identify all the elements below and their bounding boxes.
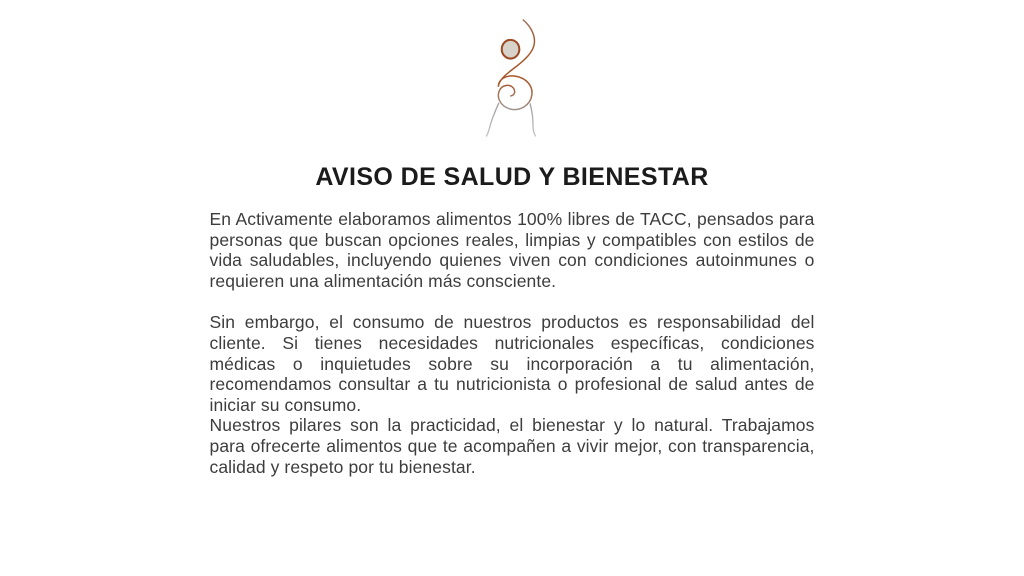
notice-text-block [210, 209, 815, 477]
page-title: AVISO DE SALUD Y BIENESTAR [315, 163, 709, 191]
brand-logo [0, 0, 1024, 139]
dancer-swirl-logo-icon [466, 17, 558, 139]
notice-paragraph-1: En Activamente elaboramos alimentos 100% libres de TACC, pensados para personas que buscan opciones reales, limpias y compatibles con estilos de vida saludables, incluyendo quienes viven con condiciones autoinmunes o requieren una alimentación más consciente. [209, 209, 815, 291]
notice-paragraph-3: Nuestros pilares son la practicidad, el bienestar y lo natural. Trabajamos para ofrecerte alimentos que te acompañen a vivir mejor, con transparencia, calidad y respeto por tu bienestar. [209, 415, 815, 477]
notice-paragraph-2: Sin embargo, el consumo de nuestros productos es responsabilidad del cliente. Si tienes necesidades nutricionales específicas, condiciones médicas o inquietudes sobre su incorporación a tu alimentación, recomendamos consultar a tu nutricionista o profesional de salud antes de iniciar su consumo. [209, 312, 815, 415]
